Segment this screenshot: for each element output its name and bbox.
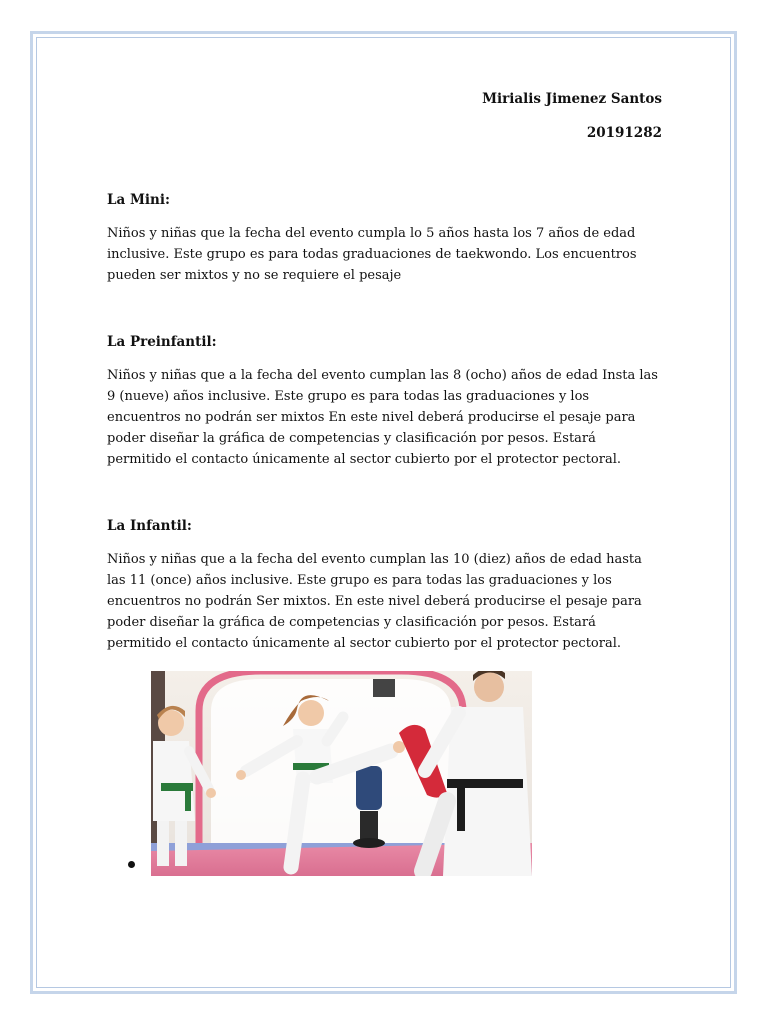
- section-title-mini: La Mini:: [107, 192, 170, 208]
- bullet-point: [128, 861, 135, 868]
- section-title-infantil: La Infantil:: [107, 518, 192, 535]
- section-text-preinfantil: Niños y niñas que a la fecha del evento cumplan las 8 (ocho) años de edad Insta las 9 (nueve) años inclusive. Este grupo es para todas las graduaciones y los encuentros no podrán ser mixtos En este nivel deberá producirse el pesaje para poder diseñar la gráfica de competencias y clasificación por pesos. Estará permitido el contacto únicamente al sector cubierto por el protector pectoral.: [107, 368, 658, 467]
- author-name: Mirialis Jimenez Santos: [482, 91, 662, 107]
- taekwondo-illustration: [151, 671, 532, 876]
- photo-list-item: [128, 671, 538, 877]
- section-text-mini: Niños y niñas que la fecha del evento cumpla lo 5 años hasta los 7 años de edad inclusive. Este grupo es para todas graduaciones de taekwondo. Los encuentros pueden ser mixtos y no se requiere el pesaje: [107, 226, 637, 283]
- section-title-preinfantil: La Preinfantil:: [107, 334, 217, 351]
- section-text-infantil: Niños y niñas que a la fecha del evento cumplan las 10 (diez) años de edad hasta las 11 (once) años inclusive. Este grupo es para todas las graduaciones y los encuentros no podrán Ser mixtos. En este nivel deberá producirse el pesaje para poder diseñar la gráfica de competencias y clasificación por pesos. Estará permitido el contacto únicamente al sector cubierto por el protector pectoral.: [107, 552, 642, 651]
- document-body: [107, 88, 662, 654]
- student-id: 20191282: [586, 125, 662, 141]
- taekwondo-kids-photo: [151, 671, 532, 876]
